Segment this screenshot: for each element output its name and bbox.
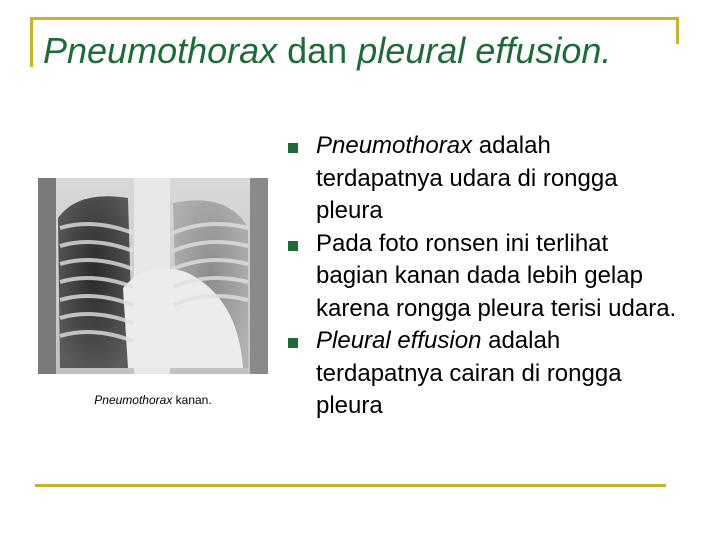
bullet-text: adalah terdapatnya cairan di rongga pleura	[316, 327, 622, 419]
square-bullet-icon	[288, 143, 298, 153]
bullet-text: Pada foto ronsen ini terlihat bagian kanan dada lebih gelap karena rongga pleura terisi udara.	[316, 229, 677, 322]
bullet-item	[284, 228, 684, 326]
frame-top-line	[30, 17, 678, 20]
chest-xray-image	[38, 178, 268, 374]
bullet-text: adalah terdapatnya udara di rongga pleura	[316, 132, 618, 224]
title-plain-part: dan	[277, 30, 358, 71]
slide-title	[43, 28, 643, 74]
frame-bottom-line	[35, 484, 666, 487]
bullet-italic: Pneumothorax	[316, 132, 473, 159]
frame-left-line	[30, 17, 33, 67]
caption-italic: Pneumothorax	[94, 393, 173, 407]
title-italic-part-1: Pneumothorax	[43, 30, 278, 71]
square-bullet-icon	[288, 338, 298, 348]
bullet-item	[284, 130, 684, 228]
title-italic-part-2: pleural effusion.	[357, 30, 612, 71]
image-caption	[38, 392, 268, 408]
square-bullet-icon	[288, 241, 298, 251]
bullet-list	[284, 130, 684, 423]
caption-plain: kanan.	[172, 393, 212, 407]
frame-right-line	[676, 17, 679, 44]
bullet-item	[284, 325, 684, 423]
bullet-italic: Pleural effusion	[316, 327, 482, 354]
